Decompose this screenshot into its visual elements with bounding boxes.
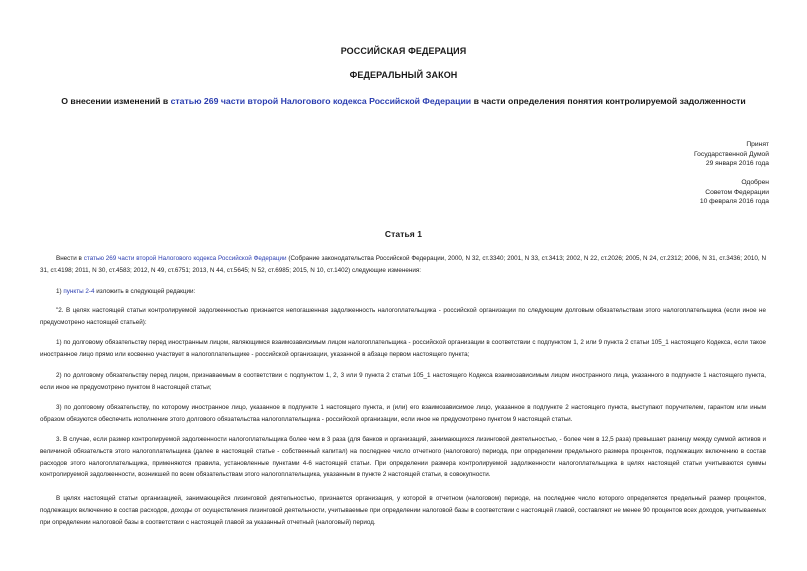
law-type-heading: ФЕДЕРАЛЬНЫЙ ЗАКОН xyxy=(349,70,458,80)
paragraph-intro xyxy=(40,253,766,277)
law-title-pre: О внесении изменений в xyxy=(61,96,171,106)
item-number: 1) xyxy=(56,288,64,295)
paragraph-subpoint-1 xyxy=(40,337,766,361)
article-heading: Статья 1 xyxy=(384,229,423,239)
paragraph-item-1-post: изложить в следующей редакции: xyxy=(94,288,196,295)
article-269-link[interactable]: статью 269 части второй Налогового кодекса Российской Федерации xyxy=(83,255,287,262)
paragraph-point-2 xyxy=(40,305,766,329)
adopted-label: Принят xyxy=(746,141,769,148)
paragraph-subpoint-1-text: 1) по долговому обязательству перед иностранным лицом, являющимся взаимозависимым лицом налогоплательщика - российской организации в соответствии с подпунктом 1, 2 или 9 пункта 2 статьи 105_1 настоящего Кодекса, если такое иностранное лицо прямо или косвенно участвует в налогоплательщике - российской организации, указанной в абзаце первом настоящего пункта; xyxy=(40,339,766,358)
paragraph-subpoint-3 xyxy=(40,402,766,426)
adopted-body: Государственной Думой xyxy=(694,150,769,158)
adopted-block xyxy=(694,140,769,169)
approved-body: Советом Федерации xyxy=(705,188,769,196)
paragraph-subpoint-3-text: 3) по долговому обязательству, по которому иностранное лицо, указанное в подпункте 1 настоящего пункта, и (или) его взаимозависимое лицо, указанное в подпункте 2 настоящего пункта, выступают поручителем, гарантом или иным образом обязуются обеспечить исполнение этого долгового обязательства налогоплательщика - российской организации, если иное не предусмотрено пунктом 9 настоящей статьи. xyxy=(40,404,766,423)
law-title-link[interactable]: статью 269 части второй Налогового кодекса Российской Федерации xyxy=(170,96,472,106)
paragraph-subpoint-2 xyxy=(40,370,766,394)
law-title-post: в части определения понятия контролируемой задолженности xyxy=(471,96,746,106)
paragraph-intro-post: (Собрание законодательства Российской Федерации, 2000, N 32, ст.3340; 2001, N 33, ст.3413; 2002, N 22, ст.2026; 2005, N 24, ст.2312; 2006, N 31, ст.3436; 2010, N 31, ст.4198; 2011, N 30, ст.4583; 2012, N 49, ст.6751; 2013, N 44, ст.5645; N 52, ст.6985; 2015, N 10, ст.1402) следующие изменения: xyxy=(40,255,766,274)
approved-label: Одобрен xyxy=(741,179,769,186)
paragraph-item-1 xyxy=(40,286,766,298)
paragraph-subpoint-2-text: 2) по долговому обязательству перед лицом, признаваемым в соответствии с подпунктом 1, 2, 3 или 9 пункта 2 статьи 105_1 настоящего Кодекса взаимозависимым лицом иностранного лица, указанного в подпункте 1 настоящего пункта, если иное не предусмотрено пунктом 8 настоящей статьи; xyxy=(40,372,766,391)
paragraph-leasing-text: В целях настоящей статьи организацией, занимающейся лизинговой деятельностью, признается организация, у которой в отчетном (налоговом) периоде, на последнее число которого определяется предельный размер процентов, подлежащих включению в состав расходов, доходы от осуществления лизинговой деятельности, учитываемые при определении налоговой базы в соответствии с настоящей главой, составляют не менее 90 процентов всех доходов, учитываемых при определении налоговой базы в соответствии с настоящей главой за указанный отчетный (налоговый) период. xyxy=(40,495,766,526)
approved-date: 10 февраля 2016 года xyxy=(699,198,769,206)
paragraph-point-3 xyxy=(40,434,766,481)
law-title xyxy=(30,96,777,106)
country-heading: РОССИЙСКАЯ ФЕДЕРАЦИЯ xyxy=(340,46,467,56)
paragraph-leasing xyxy=(40,493,766,528)
paragraph-point-3-text: 3. В случае, если размер контролируемой задолженности налогоплательщика более чем в 3 раза (для банков и организаций, занимающихся лизинговой деятельностью, - более чем в 12,5 раза) превышает разницу между суммой активов и величиной обязательств этого налогоплательщика (далее в настоящей статье - собственный капитал) на последнее число отчетного (налогового) периода, при определении предельного размера процентов, подлежащих включению в состав расходов этого налогоплательщика, применяются правила, установленные пунктами 4-6 настоящей статьи. При определении размера контролируемой задолженности налогоплательщика в целях настоящей статьи учитываются суммы контролируемой задолженности, возникшей по всем обязательствам этого налогоплательщика, указанным в пункте 2 настоящей статьи, в совокупности. xyxy=(40,436,766,479)
adopted-date: 29 января 2016 года xyxy=(705,160,769,168)
approved-block xyxy=(700,178,769,207)
points-2-4-link[interactable]: пункты 2-4 xyxy=(63,288,95,295)
paragraph-intro-pre: Внести в xyxy=(56,255,84,262)
paragraph-point-2-text: "2. В целях настоящей статьи контролируемой задолженностью признается непогашенная задолженность налогоплательщика - российской организации по следующим долговым обязательствам этого налогоплательщика (если иное не предусмотрено настоящей статьей): xyxy=(40,307,766,326)
